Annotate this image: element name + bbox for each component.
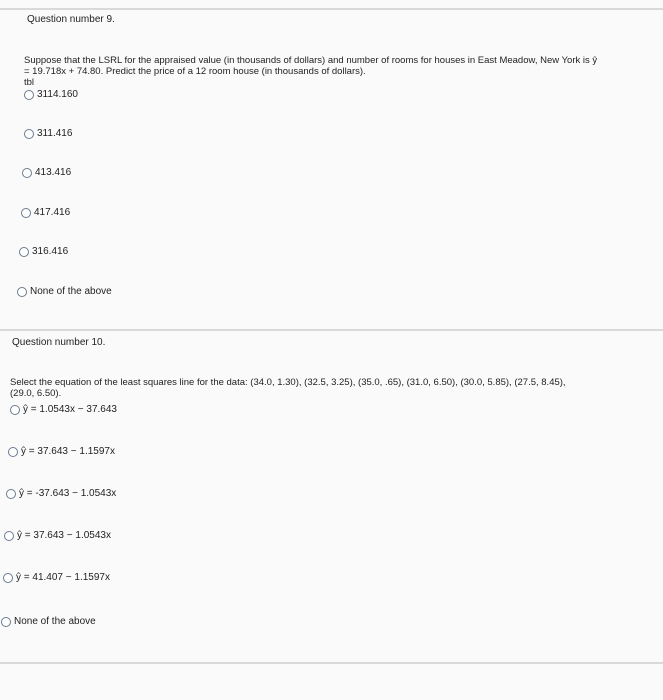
question-10-text: [10, 377, 660, 399]
question-9-text: [24, 55, 654, 88]
q9-option-4-label: 417.416: [34, 207, 71, 218]
q9-option-3[interactable]: [22, 167, 71, 178]
radio-button[interactable]: [22, 168, 32, 178]
q10-option-2-label: ŷ = 37.643 − 1.1597x: [21, 446, 115, 457]
question-10-line-2: (29.0, 6.50).: [10, 388, 62, 399]
q9-option-4[interactable]: [21, 207, 70, 218]
q10-option-3-label: ŷ = -37.643 − 1.0543x: [19, 488, 117, 499]
question-9-line-3: tbl: [24, 77, 35, 88]
radio-button[interactable]: [6, 489, 16, 499]
question-9-line-1: Suppose that the LSRL for the appraised value (in thousands of dollars) and number of rooms for houses in East Meadow, New York is ŷ: [24, 55, 598, 66]
q10-option-2[interactable]: [8, 446, 115, 457]
q9-option-1-label: 3114.160: [37, 89, 78, 100]
q10-option-5-label: ŷ = 41.407 − 1.1597x: [16, 572, 110, 583]
radio-button[interactable]: [17, 287, 27, 297]
radio-button[interactable]: [1, 617, 11, 627]
radio-button[interactable]: [24, 129, 34, 139]
q9-option-1[interactable]: [24, 89, 78, 100]
question-divider: [0, 329, 663, 331]
q10-option-4-label: ŷ = 37.643 − 1.0543x: [17, 530, 111, 541]
q10-option-6-label: None of the above: [14, 616, 96, 627]
question-9-number: Question number 9.: [27, 14, 115, 25]
q9-option-2[interactable]: [24, 128, 72, 139]
radio-button[interactable]: [4, 531, 14, 541]
q9-option-5-label: 316.416: [32, 246, 69, 257]
q10-option-3[interactable]: [6, 488, 116, 499]
q10-option-1[interactable]: [10, 404, 117, 415]
q10-option-5[interactable]: [3, 572, 110, 583]
q9-option-5[interactable]: [19, 246, 68, 257]
bottom-divider: [0, 662, 663, 664]
radio-button[interactable]: [19, 247, 29, 257]
top-divider: [0, 8, 663, 10]
radio-button[interactable]: [10, 405, 20, 415]
question-10-line-1: Select the equation of the least squares line for the data: (34.0, 1.30), (32.5, 3.25), (35.0, .65), (31.0, 6.50), (30.0, 5.85), (27.5, 8.45),: [10, 377, 566, 388]
radio-button[interactable]: [24, 90, 34, 100]
q10-option-6[interactable]: [1, 616, 96, 627]
q9-option-2-label: 311.416: [37, 128, 73, 139]
q10-option-1-label: ŷ = 1.0543x − 37.643: [23, 404, 117, 415]
question-9-line-2: = 19.718x + 74.80. Predict the price of a 12 room house (in thousands of dollars).: [24, 66, 366, 77]
radio-button[interactable]: [8, 447, 18, 457]
q9-option-6[interactable]: [17, 286, 112, 297]
q10-option-4[interactable]: [4, 530, 111, 541]
question-10-number: Question number 10.: [12, 337, 106, 348]
q9-option-3-label: 413.416: [35, 167, 72, 178]
radio-button[interactable]: [21, 208, 31, 218]
q9-option-6-label: None of the above: [30, 286, 112, 297]
radio-button[interactable]: [3, 573, 13, 583]
